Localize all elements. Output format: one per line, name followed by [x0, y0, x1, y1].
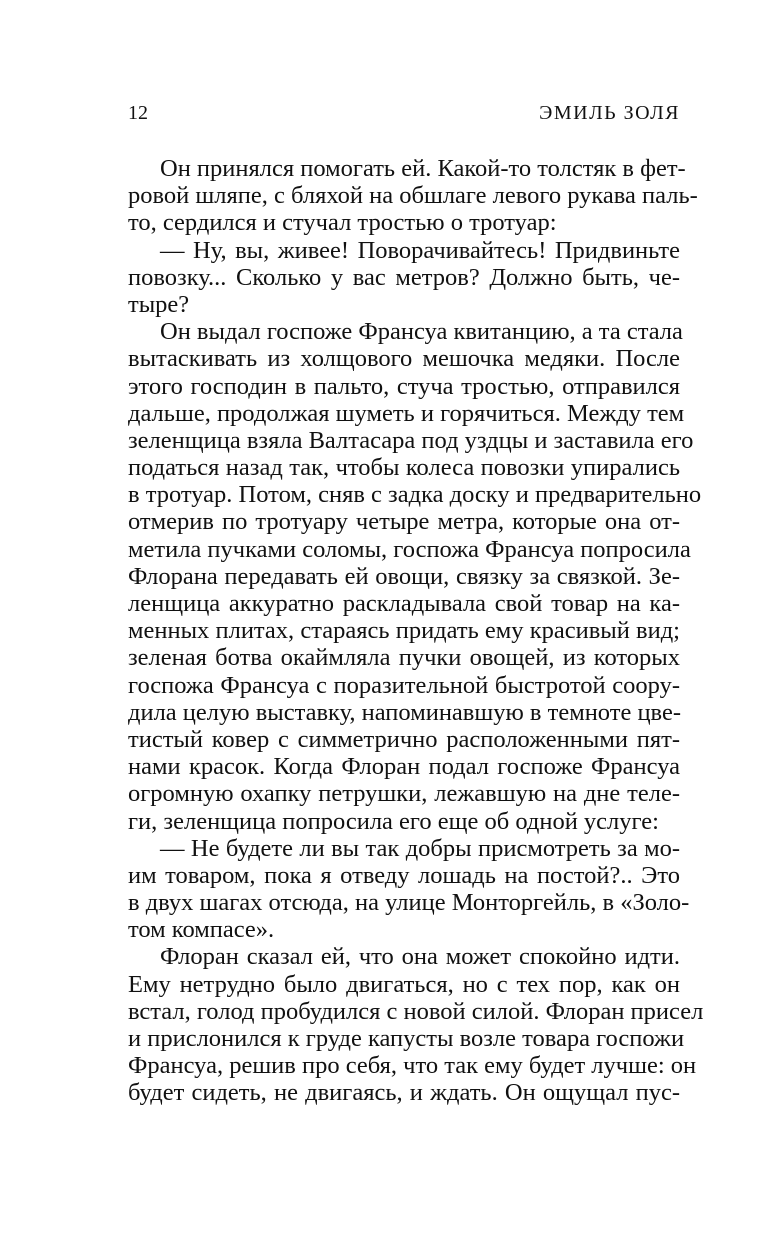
page-number: 12 [128, 102, 148, 124]
text-line: менных плитах, стараясь придать ему красивый вид; [128, 617, 680, 645]
text-line: повозку... Сколько у вас метров? Должно быть, че- [128, 263, 680, 291]
text-line: дальше, продолжая шуметь и горячиться. Между тем [128, 399, 685, 427]
text-line: Франсуа, решив про себя, что так ему будет лучше: он [128, 1052, 697, 1080]
text-line: то, сердился и стучал тростью о тротуар: [128, 209, 557, 237]
text-line: им товаром, пока я отведу лошадь на постой?.. Это [128, 861, 680, 889]
text-line: и прислонился к груде капусты возле товара госпожи [128, 1025, 685, 1052]
text-line: госпожа Франсуа с поразительной быстротой соору- [128, 671, 680, 699]
running-head [128, 99, 680, 127]
text-line: Флоран сказал ей, что она может спокойно идти. [160, 943, 680, 971]
text-line: — Ну, вы, живее! Поворачивайтесь! Придвиньте [160, 236, 680, 264]
text-line: встал, голод пробудился с новой силой. Флоран присел [128, 997, 704, 1025]
text-line: отмерив по тротуару четыре метра, которые она от- [128, 508, 680, 536]
paragraph [128, 943, 704, 1107]
text-line: зеленщица взяла Валтасара под уздцы и заставила его [128, 426, 694, 454]
text-line: Он принялся помогать ей. Какой-то толстяк в фет- [160, 155, 686, 182]
running-head-author: ЭМИЛЬ ЗОЛЯ [539, 102, 680, 124]
text-line: том компасе». [128, 916, 275, 944]
text-line: Флорана передавать ей овощи, связку за связкой. Зе- [128, 562, 680, 590]
text-line: огромную охапку петрушки, лежавшую на дне теле- [128, 780, 680, 808]
paragraph [128, 155, 698, 237]
text-line: дила целую выставку, напоминавшую в темноте цве- [128, 698, 682, 726]
text-line: — Не будете ли вы так добры присмотреть за мо- [160, 834, 680, 862]
text-line: Он выдал госпоже Франсуа квитанцию, а та стала [160, 318, 683, 346]
text-line: тистый ковер с симметрично расположенными пят- [128, 725, 680, 753]
text-line: метила пучками соломы, госпожа Франсуа попросила [128, 535, 691, 563]
text-line: будет сидеть, не двигаясь, и ждать. Он ощущал пус- [128, 1079, 680, 1107]
text-line: тыре? [128, 290, 190, 318]
body-text [128, 155, 704, 1107]
text-line: этого господин в пальто, стуча тростью, отправился [128, 372, 680, 400]
text-line: ровой шляпе, с бляхой на обшлаге левого рукава паль- [128, 182, 698, 210]
paragraph [128, 318, 702, 835]
text-line: в тротуар. Потом, сняв с задка доску и предварительно [128, 481, 702, 509]
paragraph [128, 237, 680, 319]
text-line: в двух шагах отсюда, на улице Монторгейль, в «Золо- [128, 889, 690, 917]
text-line: Ему нетрудно было двигаться, но с тех пор, как он [128, 970, 680, 998]
text-line: нами красок. Когда Флоран подал госпоже Франсуа [128, 753, 680, 781]
paragraph [128, 834, 690, 944]
text-line: зеленая ботва окаймляла пучки овощей, из которых [128, 644, 680, 672]
text-line: ги, зеленщица попросила его еще об одной услуге: [128, 807, 659, 835]
text-line: податься назад так, чтобы колеса повозки упирались [128, 454, 680, 482]
text-line: вытаскивать из холщового мешочка медяки. После [128, 345, 680, 373]
text-line: ленщица аккуратно раскладывала свой товар на ка- [128, 590, 680, 617]
